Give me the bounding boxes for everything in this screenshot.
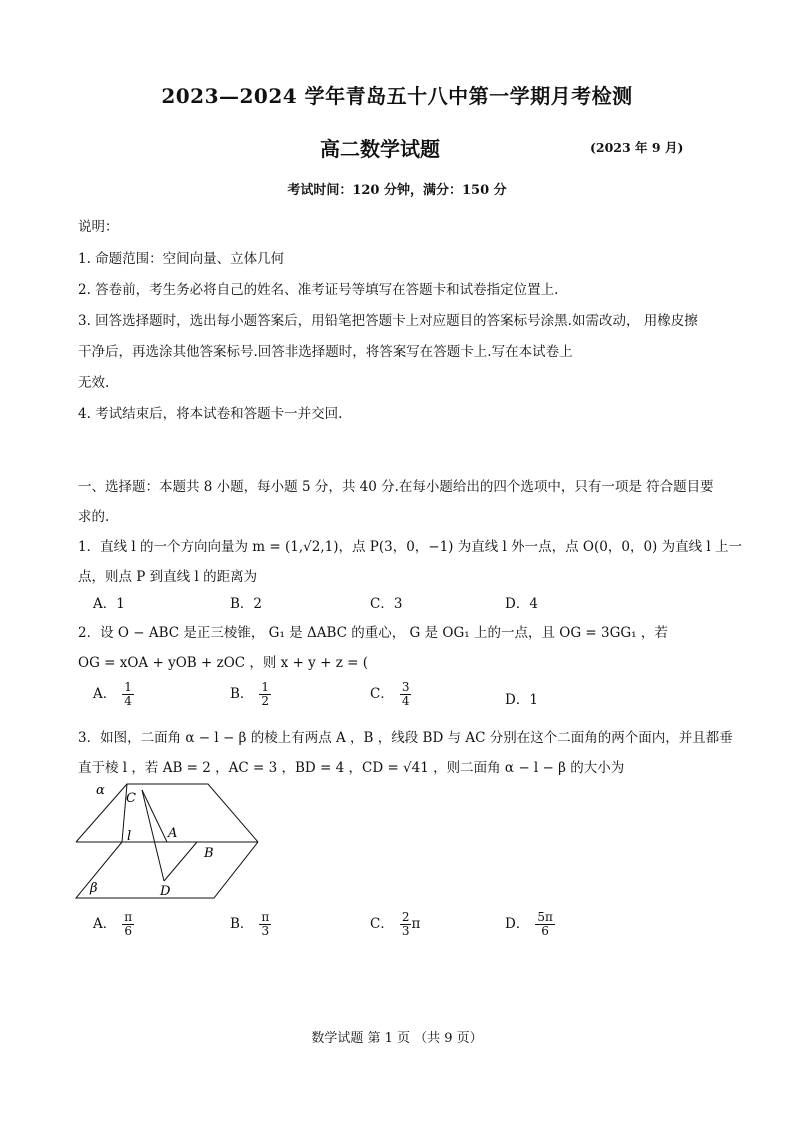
question-1-text: 1．直线 l 的一个方向向量为 m = (1,√2,1)，点 P(3，0，−1) 为直线 l 外一点，点 O(0，0，0) 为直线 l 上一 [78,539,742,555]
option-label: C． [370,686,394,702]
fraction: $\frac{5\pi}{6}$ [537,910,553,938]
fraction: $\frac{3}{4}$ [401,680,410,708]
fraction: $\frac{\pi}{3}$ [261,910,270,938]
pi-suffix: π [411,916,421,932]
q1-option-b: B．2 [230,596,263,612]
instruction-item: 3. 回答选择题时，选出每小题答案后，用铅笔把答题卡上对应题目的答案标号涂黑.如需改动， 用橡皮擦 [78,313,698,329]
instruction-item: 无效. [78,375,110,391]
page-footer: 数学试题 第 1 页 （共 9 页） [311,1031,483,1046]
section-heading: 一、选择题：本题共 8 小题，每小题 5 分，共 40 分.在每小题给出的四个选项中，只有一项是 符合题目要 [78,479,714,495]
fraction: $\frac{\pi}{6}$ [124,910,133,938]
instruction-item: 2. 答卷前，考生务必将自己的姓名、准考证号等填写在答题卡和试卷指定位置上. [78,282,559,298]
instruction-item: 干净后，再选涂其他答案标号.回答非选择题时，将答案写在答题卡上.写在本试卷上 [78,344,573,360]
instruction-item: 1. 命题范围：空间向量、立体几何 [78,251,285,267]
label-A: A [168,826,178,841]
fraction: $\frac{2}{3}$ [401,910,410,938]
segment-BD [164,842,197,881]
exam-time-info: 考试时间：120 分钟，满分：150 分 [287,183,507,198]
exam-date: (2023 年 9 月) [590,140,684,155]
exam-subtitle: 高二数学试题 [320,137,440,161]
instructions-heading: 说明： [78,219,119,235]
label-beta: β [90,881,98,896]
option-label: A． [93,686,117,702]
option-label: B． [230,916,254,932]
q3-option-d [505,911,555,938]
q2-option-b [230,681,271,708]
exam-title: 2023—2024 学年青岛五十八中第一学期月考检测 [161,84,633,108]
q3-option-c [370,911,420,938]
instruction-item: 4. 考试结束后，将本试卷和答题卡一并交回. [78,406,343,422]
question-1-text-cont: 点，则点 P 到直线 l 的距离为 [78,569,258,585]
question-2-text-cont: OG = xOA + yOB + zOC ，则 x + y + z = ( [78,655,368,671]
label-D: D [160,884,171,899]
q3-option-a [93,911,134,938]
segment-AC [142,790,167,842]
option-label: B． [230,686,254,702]
q2-option-d: D．1 [505,692,538,708]
segment-CD [142,790,164,881]
label-alpha: α [96,783,105,798]
fraction: $\frac{1}{4}$ [124,680,132,708]
label-l: l [127,829,132,844]
q1-option-d: D．4 [505,596,538,612]
label-C: C [126,791,136,806]
fraction: $\frac{1}{2}$ [261,680,270,708]
q2-option-a [93,681,134,708]
label-B: B [204,846,214,861]
question-3-text: 3．如图，二面角 α − l − β 的棱上有两点 A ，B ，线段 BD 与 AC 分别在这个二面角的两个面内，并且都垂 [78,730,733,746]
q1-option-a: A．1 [93,596,125,612]
question-2-text: 2．设 O − ABC 是正三棱锥， G₁ 是 ΔABC 的重心， G 是 OG₁ 上的一点，且 OG = 3GG₁ ，若 [78,625,668,641]
q1-option-c: C．3 [370,596,403,612]
option-label: C． [370,916,394,932]
option-label: D． [505,916,530,932]
dihedral-angle-figure [70,778,270,903]
question-3-text-cont: 直于棱 l ，若 AB = 2 ，AC = 3 ，BD = 4 ，CD = √41 ，则二面角 α − l − β 的大小为 [78,760,625,776]
q3-option-b [230,911,271,938]
q2-option-c [370,681,411,708]
option-label: A． [93,916,117,932]
section-heading-cont: 求的. [78,509,110,525]
